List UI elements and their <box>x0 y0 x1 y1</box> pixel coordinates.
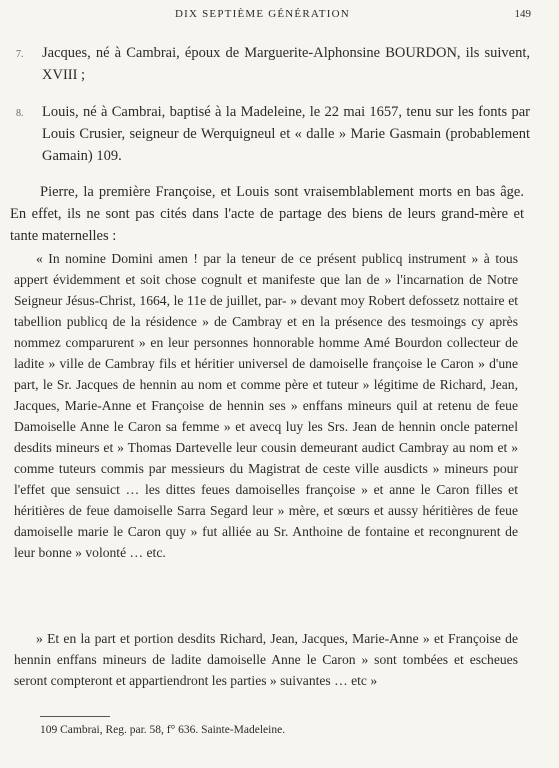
intro-paragraph: Pierre, la première Françoise, et Louis sont vraisemblablement morts en bas âge. En effet, ils ne sont pas cités dans l'acte de partage des biens de leurs grand-mère et tante maternelles : <box>10 184 524 244</box>
entry-text: Jacques, né à Cambrai, époux de Marguerite-Alphonsine BOURDON, ils suivent, XVIII ; <box>42 45 530 83</box>
running-head-title: DIX SEPTIÈME GÉNÉRATION <box>175 8 350 20</box>
footnote: 109 Cambrai, Reg. par. 58, f° 636. Sainte-Madeleine. <box>40 724 286 736</box>
entry-text: Louis, né à Cambrai, baptisé à la Madeleine, le 22 mai 1657, tenu sur les fonts par Louis Crusier, seigneur de Werquigneul et « dalle » Marie Gasmain (probablement Gamain) 109. <box>42 104 530 164</box>
footnote-rule <box>40 716 110 717</box>
quoted-deed-paragraph: « In nomine Domini amen ! par la teneur de ce présent publicq instrument » à tous appert évidemment et soit chose cognult et manifeste que lan de » l'incarnation de Notre Seigneur Jésus-Christ, 1664, le 11e de juillet, par- » devant moy Robert defossetz nottaire et tabellion publicq de la résidence » de Cambray et en la présence des tesmoings cy après nommez comparurent » en leur personnes honnorable homme Amé Bourdon collecteur de ladite » ville de Cambray fils et héritier universel de damoiselle françoise le Caron » d'une part, le Sr. Jacques de hennin au nom et comme père et tuteur » légitime de Richard, Jean, Jacques, Marie-Anne et Françoise de hennin ses » enffans mineurs quil at retenu de feue Damoiselle Anne le Caron sa femme » et avecq luy les Srs. Jean de hennin oncle paternel desdits mineurs et » Thomas Dartevelle leur cousin demeurant audict Cambray au nom et » comme tuteurs commis par messieurs du Magistrat de ceste ville ausdicts » mineurs pour l'effet que sensuict … les dittes feues damoiselles françoise » et anne le Caron filles et héritières de feue damoiselle Sarra Segard leur » mère, et sœurs et aussy héritières de feue damoiselle marie le Caron quy » fut alliée au Sr. Anthoine de fontaine et recongnurent de leur bonne » volonté … etc. <box>14 251 518 560</box>
entry-number: 7. <box>16 49 24 60</box>
quoted-deed-paragraph-2: » Et en la part et portion desdits Richard, Jean, Jacques, Marie-Anne » et Françoise de hennin enffans mineurs de ladite damoiselle Anne le Caron » sont tombées et escheues seront compteront et appartiendront les parties » suivantes … etc » <box>14 631 518 688</box>
entry-number: 8. <box>16 108 24 119</box>
running-head <box>0 8 559 28</box>
page-number: 149 <box>514 8 531 20</box>
